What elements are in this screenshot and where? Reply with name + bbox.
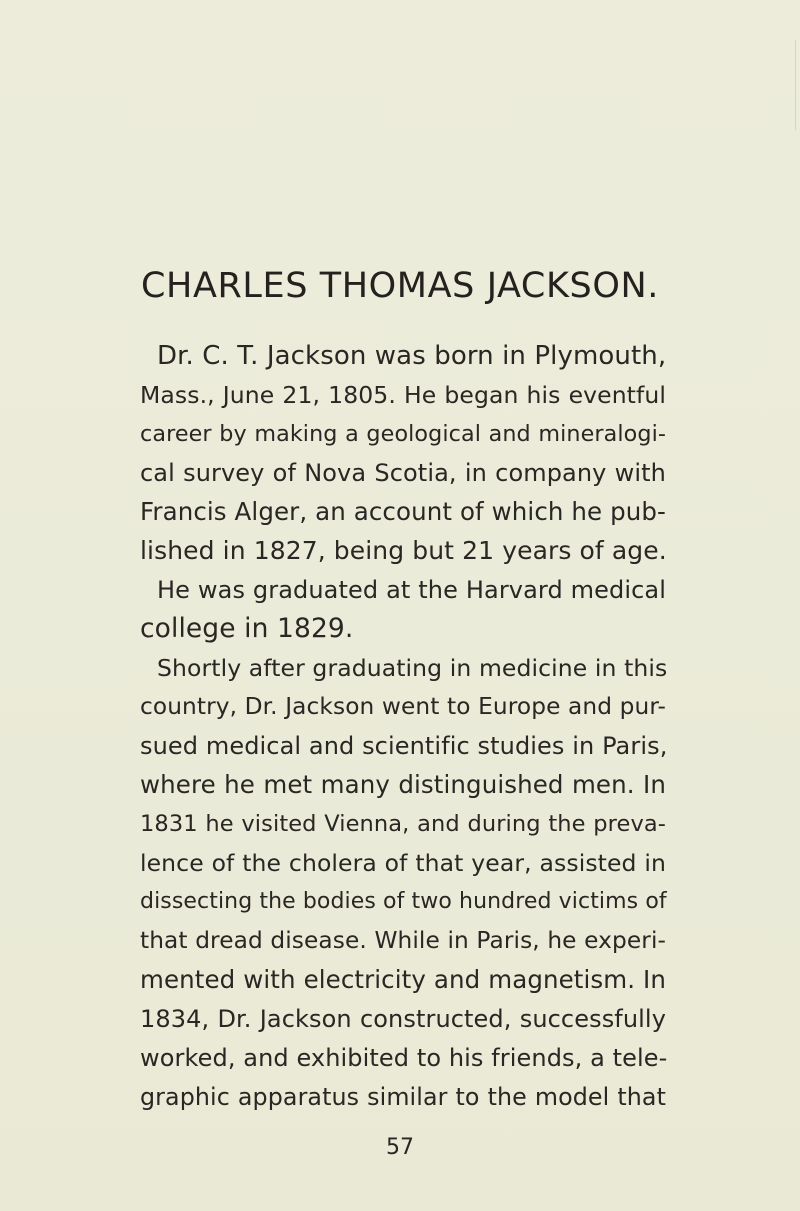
text-line: lence of the cholera of that year, assisted in (140, 849, 666, 877)
text-line: 1831 he visited Vienna, and during the preva- (140, 811, 666, 837)
text-line: where he met many distinguished men. In (140, 770, 666, 799)
text-line: college in 1829. (140, 613, 354, 644)
text-line: cal survey of Nova Scotia, in company with (140, 459, 666, 487)
text-line: graphic apparatus similar to the model that (140, 1083, 666, 1111)
text-line: Francis Alger, an account of which he pub- (140, 497, 666, 526)
text-line: country, Dr. Jackson went to Europe and pur- (140, 693, 666, 720)
text-line: Mass., June 21, 1805. He began his eventful (140, 381, 666, 409)
text-line: Dr. C. T. Jackson was born in Plymouth, (157, 341, 667, 371)
page-number: 57 (386, 1135, 414, 1160)
text-line: that dread disease. While in Paris, he experi- (140, 927, 666, 954)
text-line: sued medical and scientific studies in Paris, (140, 732, 668, 760)
text-line: He was graduated at the Harvard medical (157, 576, 666, 604)
text-line: Shortly after graduating in medicine in this (157, 654, 668, 682)
text-line: worked, and exhibited to his friends, a tele- (140, 1044, 668, 1072)
text-line: lished in 1827, being but 21 years of age. (140, 536, 667, 565)
page-edge-mark (795, 40, 796, 130)
text-line: 1834, Dr. Jackson constructed, successfully (140, 1005, 666, 1033)
text-line: career by making a geological and mineralogi- (140, 421, 666, 447)
text-line: mented with electricity and magnetism. In (140, 965, 666, 994)
chapter-heading: CHARLES THOMAS JACKSON. (140, 266, 659, 306)
text-line: dissecting the bodies of two hundred victims of (140, 889, 667, 914)
